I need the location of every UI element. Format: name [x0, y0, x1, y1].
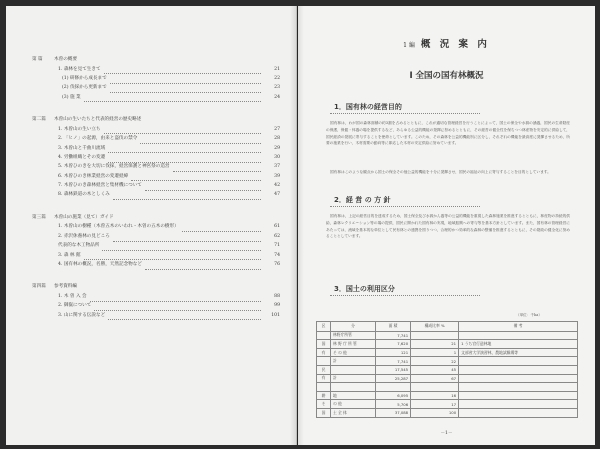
toc-entry-page: 23: [274, 85, 280, 91]
toc-leader-dots: [102, 247, 261, 251]
toc-section-heading: [32, 118, 280, 123]
section-rule: [330, 206, 480, 207]
toc-leader-dots: [108, 316, 261, 320]
header-cell: 備 考: [459, 322, 578, 332]
table-row: [317, 348, 578, 357]
toc-leader-dots: [113, 238, 261, 242]
table-cell-c2: そ の 他: [331, 348, 376, 357]
table-cell-note: [459, 365, 578, 374]
table-cell-c2: [331, 383, 376, 392]
table-cell-c1: 有: [317, 348, 331, 357]
header-cell: 構成比率 %: [411, 322, 459, 332]
toc-leader-dots: [84, 98, 261, 102]
toc-entry-page: 88: [274, 294, 280, 300]
paragraph: 国有林はこのような観点から国土の保全その他公益的機能を十分に発揮させ，国民の福祉の向上に寄与することを目的としています。: [330, 170, 551, 174]
toc-entry-text: 2. 御嶽について: [58, 303, 92, 309]
table-cell-c2: [331, 365, 376, 374]
table-cell-area: 17,545: [376, 365, 411, 374]
toc-section-heading: [32, 58, 280, 63]
toc-entry-page: 71: [274, 243, 280, 249]
table-row: [317, 340, 578, 349]
table-row: [317, 374, 578, 383]
section-heading-policy: 2．経 営 の 方 針: [334, 196, 391, 204]
table-cell-c1: そ: [317, 400, 331, 409]
toc-entry: [32, 193, 280, 202]
table-of-contents: [32, 58, 280, 336]
table-cell-area: 5,706: [376, 400, 411, 409]
table-cell-c1: [317, 357, 331, 366]
chapter-title: Ⅰ 全国の国有林概況: [409, 71, 484, 81]
table-row: [317, 400, 578, 409]
toc-entry-text: 3. 森 林 館: [58, 252, 81, 258]
table-cell-c2: の 他: [331, 400, 376, 409]
toc-part-title: 木曽の概要: [54, 57, 77, 62]
toc-entry-text: 7. 木曽ひのき森林経営と集材機について: [58, 183, 142, 189]
toc-leader-dots: [108, 159, 261, 163]
toc-entry-text: 4. 労働組織とその変遷: [58, 154, 106, 160]
table-cell-ratio: 21: [411, 340, 459, 349]
toc-entry: [32, 263, 280, 272]
toc-entry-text: 1. 森林を見て生きて: [58, 66, 101, 72]
table-cell-c2: 林 野 庁 所 管: [331, 340, 376, 349]
table-row: [317, 408, 578, 417]
table-cell-note: [459, 331, 578, 340]
table-cell-c2: 計: [331, 357, 376, 366]
toc-entry-page: 37: [274, 164, 280, 170]
toc-leader-dots: [140, 140, 261, 144]
part-title: [298, 36, 595, 50]
table-cell-area: 6,095: [376, 391, 411, 400]
header-cell: 区: [317, 322, 331, 332]
toc-section: [32, 58, 280, 105]
toc-entry-page: 99: [274, 303, 280, 309]
table-cell-ratio: 17: [411, 400, 459, 409]
table-cell-ratio: 22: [411, 357, 459, 366]
toc-entry-page: 39: [274, 173, 280, 179]
table-row: [317, 391, 578, 400]
table-cell-area: 7,741: [376, 357, 411, 366]
toc-section: [32, 216, 280, 273]
toc-leader-dots: [131, 177, 261, 181]
table-cell-area: 7,741: [376, 331, 411, 340]
table-cell-c1: 国: [317, 340, 331, 349]
section-heading-land-use: 3．国土の利用区分: [334, 285, 395, 293]
toc-entry-page: 74: [274, 252, 280, 258]
paragraph: 国有林は，わが国の森林面積の約3割を占めるとともに，これが適切な管理経営を行うことによって，国土の保全や水源の涵養，国民の生命財産の保護，保健・休養の場を提供するなど，あらゆる公益的機能の発揮に努めるとともに，その経営の健全性を保ちつつ林産物を安定的に供給して，国民経済の発展に寄与することを使命としています。このため，その森林を公益的機能別に区分し，それぞれの機能を最高度に発揮させるため，所要の施業を行い，木材需要の動向等に即応した木材の安定供給に努めています。: [326, 121, 570, 146]
toc-leader-dots: [90, 298, 261, 302]
table-cell-ratio: 45: [411, 365, 459, 374]
table-cell-c2: 地: [331, 391, 376, 400]
table-cell-ratio: [411, 331, 459, 340]
table-cell-note: 文部省大学演習林，農地試験場等: [459, 348, 578, 357]
toc-entry-text: 2. 赤沢休養林の見どころ: [58, 233, 110, 239]
toc-leader-dots: [108, 149, 261, 153]
toc-entry-page: 62: [274, 233, 280, 239]
toc-part-title: 参考資料編: [54, 284, 77, 290]
toc-entry-text: (1) 研修から成長まで: [62, 75, 107, 81]
table-cell-note: [459, 391, 578, 400]
table-cell-c2: 土 全 体: [331, 408, 376, 417]
table-cell-ratio: 16: [411, 391, 459, 400]
toc-entry-page: 42: [274, 183, 280, 189]
toc-entry-page: 24: [274, 94, 280, 100]
part-title-text: 概 況 案 内: [420, 39, 490, 50]
table-cell-c1: [317, 331, 331, 340]
table-cell-ratio: 67: [411, 374, 459, 383]
toc-leader-dots: [110, 80, 261, 84]
toc-entry-text: 3. 山に関する伝説など: [58, 312, 106, 318]
table-cell-note: [459, 408, 578, 417]
header-cell: 面 積: [376, 322, 411, 332]
toc-entry-text: 6. 木曽ひのき林業経営の変遷経緯: [58, 173, 129, 179]
toc-leader-dots: [84, 256, 261, 260]
toc-entry-page: 27: [274, 126, 280, 132]
toc-entry-page: 101: [271, 312, 280, 318]
toc-entry-text: 2. 「ヒノ」の起源，由来と盗伐の禁令: [58, 136, 138, 142]
toc-entry-page: 30: [274, 154, 280, 160]
table-cell-area: 37,088: [376, 408, 411, 417]
toc-entry-text: 3. 木曽山と千曲川流域: [58, 145, 106, 151]
table-row: [317, 365, 578, 374]
toc-entry-page: 76: [274, 262, 280, 268]
toc-leader-dots: [113, 196, 261, 200]
toc-part-label: 第三篇: [32, 214, 46, 220]
table-cell-area: 121: [376, 348, 411, 357]
right-page: [298, 6, 595, 445]
table-cell-area: 25,287: [376, 374, 411, 383]
toc-entry-text: 4. 国有林の概況，名勝，天然記念物など: [58, 262, 142, 268]
toc-leader-dots: [104, 130, 261, 134]
toc-entry-text: 1. 木曽山の生い立ち: [58, 126, 101, 132]
toc-entry-text: (3) 施 業: [62, 94, 81, 100]
table-cell-note: [459, 357, 578, 366]
table-row: [317, 331, 578, 340]
section-rule: [330, 295, 480, 296]
section-rule: [330, 113, 480, 114]
table-cell-ratio: 1: [411, 348, 459, 357]
toc-entry-page: 28: [274, 136, 280, 142]
page-number: －1－: [440, 431, 453, 436]
toc-leader-dots: [110, 89, 261, 93]
toc-entry-text: (2) 伐採から更新まで: [62, 85, 107, 91]
table-cell-note: [459, 374, 578, 383]
toc-entry-text: 1. 木 曽 入 会: [58, 294, 87, 300]
toc-leader-dots: [173, 168, 261, 172]
table-row: [317, 357, 578, 366]
toc-section: [32, 285, 280, 323]
toc-entry-page: 61: [274, 224, 280, 230]
toc-part-label: 第四篇: [32, 284, 46, 290]
paragraph: 国有林は，上記の経営目的を達成するため，国土保全及び水源かん養等の公益的機能を重視した森林施業を推進するとともに，林産物の持続的供給，森林レクリエーション等の場の提供，国民に開かれた国有林の実現，地域振興への寄与等を基本方針としています。また，国有林の管理経営にあたっては，流域を基本的な単位として民有林との連携を図りつつ，合理的かつ効率的な森林の整備を推進するとともに，その財政の健全化に努めることとしています。: [326, 214, 570, 239]
table-row: [317, 383, 578, 392]
table-cell-ratio: 100: [411, 408, 459, 417]
table-header-row: [317, 322, 578, 332]
table-cell-area: 7,620: [376, 340, 411, 349]
toc-section-heading: [32, 285, 280, 290]
toc-part-label: 第二篇: [32, 117, 46, 123]
toc-entry-page: 29: [274, 145, 280, 151]
table-cell-note: [459, 383, 578, 392]
toc-part-title: 木曽山の施業（見て）ガイド: [54, 214, 114, 220]
toc-leader-dots: [182, 228, 261, 232]
toc-entry: [32, 96, 280, 105]
table-cell-ratio: [411, 383, 459, 392]
table-cell-c1: 耕: [317, 391, 331, 400]
left-page: [6, 6, 297, 445]
toc-leader-dots: [145, 266, 261, 270]
table-unit: （単位：千ha）: [516, 313, 543, 317]
toc-leader-dots: [145, 187, 261, 191]
table-cell-note: 1 うち官行造林地: [459, 340, 578, 349]
land-use-table: [316, 321, 578, 418]
toc-leader-dots: [94, 307, 261, 311]
part-number: 1 編: [403, 42, 415, 49]
toc-entry: [32, 314, 280, 323]
table-cell-c1: [317, 383, 331, 392]
toc-entry-page: 22: [274, 75, 280, 81]
section-heading-purpose: 1．国有林の経営目的: [334, 103, 402, 111]
table-cell-c1: 国: [317, 408, 331, 417]
toc-section: [32, 118, 280, 203]
toc-part-label: 第 篇: [32, 57, 43, 62]
toc-leader-dots: [104, 70, 261, 74]
toc-entry-text: 8. 森林鉄道の木としくみ: [58, 192, 110, 198]
table-cell-note: [459, 400, 578, 409]
toc-entry-text: 1. 木曽山の樹種（木曽五木のいわれ・木曽の五木の樹形）: [58, 224, 179, 230]
table-cell-c2: 林野庁所管: [331, 331, 376, 340]
toc-entry-page: 47: [274, 192, 280, 198]
toc-entry-text: 5. 木曽ひのきを大切に伐採，経営保護と神宮祭の造営: [58, 164, 170, 170]
table-cell-area: [376, 383, 411, 392]
header-cell: 分: [331, 322, 376, 332]
table-cell-c1: 民: [317, 365, 331, 374]
table-cell-c2: 計: [331, 374, 376, 383]
toc-entry-page: 21: [274, 66, 280, 72]
toc-part-title: 木曽山の生いたちと代表的経営の歴史略述: [54, 117, 142, 123]
toc-entry-text: 代表的な木工物品所: [58, 243, 100, 249]
toc-section-heading: [32, 216, 280, 221]
table-cell-c1: 有: [317, 374, 331, 383]
